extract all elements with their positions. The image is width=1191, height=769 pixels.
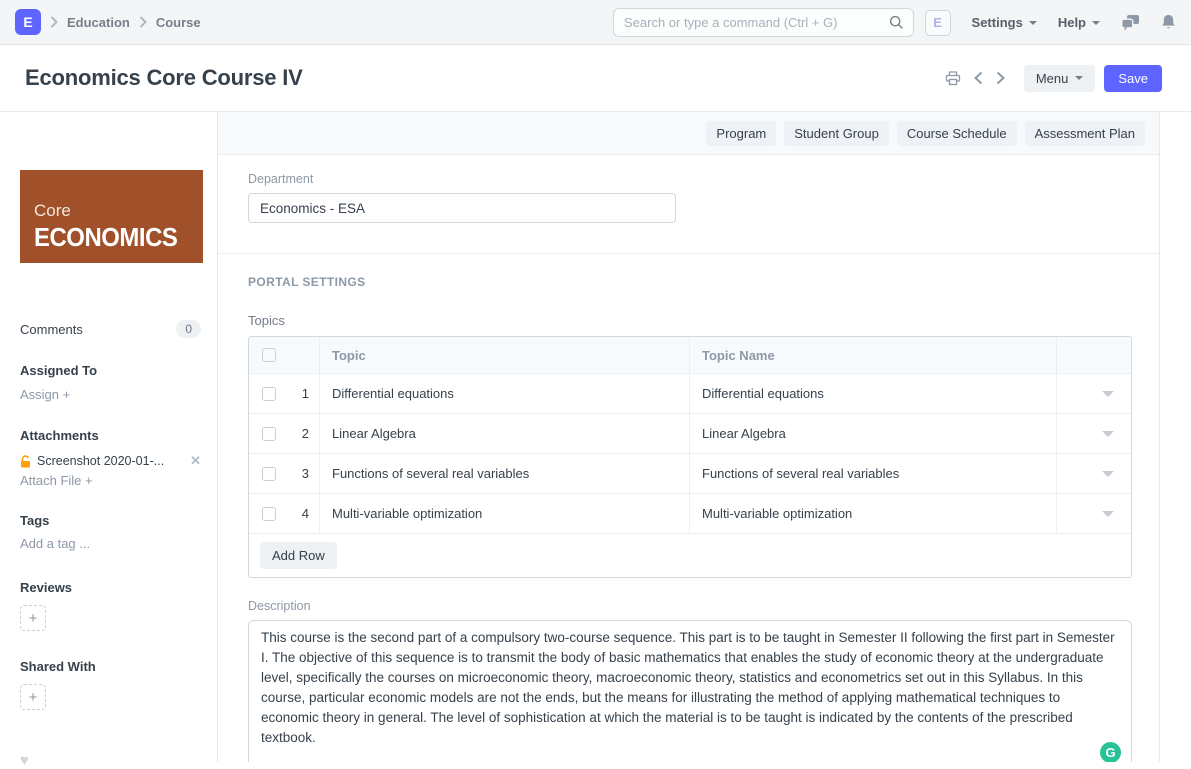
user-avatar[interactable]	[925, 10, 951, 36]
cell-topic-name[interactable]: Multi-variable optimization	[690, 494, 1057, 533]
tab-assessment-plan[interactable]: Assessment Plan	[1025, 121, 1145, 146]
cell-topic[interactable]: Functions of several real variables	[320, 454, 690, 493]
page-head	[0, 45, 1191, 112]
plus-icon: +	[28, 688, 38, 706]
add-review-button[interactable]	[20, 605, 46, 631]
navbar-right	[925, 0, 1176, 45]
menu-button-label: Menu	[1035, 70, 1069, 86]
print-icon[interactable]	[943, 69, 963, 88]
row-index: 1	[301, 386, 309, 401]
app-logo-letter: E	[23, 14, 33, 30]
portal-settings-heading: PORTAL SETTINGS	[248, 275, 366, 289]
department-field[interactable]	[248, 193, 676, 223]
comments-label[interactable]: Comments	[20, 321, 83, 337]
reviews-label: Reviews	[20, 580, 73, 595]
department-label: Department	[248, 172, 314, 186]
course-image-line2: ECONOMICS	[34, 222, 178, 252]
attachment-row	[20, 453, 201, 469]
help-label: Help	[1057, 15, 1086, 30]
add-row-button[interactable]: Add Row	[260, 542, 337, 569]
save-button[interactable]: Save	[1104, 65, 1162, 92]
row-expand-icon[interactable]	[1102, 511, 1114, 517]
assign-button[interactable]: Assign +	[20, 387, 71, 402]
table-row	[249, 414, 1131, 454]
comments-row	[20, 320, 201, 338]
chevron-right-icon	[139, 16, 147, 28]
page-title: Economics Core Course IV	[25, 65, 303, 90]
table-row	[249, 494, 1131, 534]
tab-program[interactable]: Program	[706, 121, 776, 146]
help-menu[interactable]	[1058, 15, 1100, 30]
add-share-button[interactable]	[20, 684, 46, 710]
search-input[interactable]	[614, 15, 889, 30]
row-index: 3	[301, 466, 309, 481]
grid-footer	[249, 534, 1131, 577]
user-avatar-letter: E	[933, 15, 942, 30]
cell-topic-name[interactable]: Functions of several real variables	[690, 454, 1057, 493]
chevron-down-icon	[1029, 21, 1037, 25]
like-heart-icon[interactable]: ♥	[20, 752, 29, 769]
global-search	[613, 8, 914, 37]
select-all-checkbox[interactable]	[262, 348, 276, 362]
row-expand-icon[interactable]	[1102, 471, 1114, 477]
row-checkbox[interactable]	[262, 387, 276, 401]
table-row	[249, 454, 1131, 494]
chat-icon[interactable]	[1121, 15, 1140, 31]
chevron-down-icon	[1075, 76, 1083, 80]
notifications-bell-icon[interactable]	[1161, 14, 1176, 31]
description-label: Description	[248, 599, 311, 613]
tags-label: Tags	[20, 513, 50, 528]
course-image[interactable]	[20, 170, 203, 263]
cell-topic-name[interactable]: Differential equations	[690, 374, 1057, 413]
attachments-label: Attachments	[20, 428, 99, 443]
topics-grid	[248, 336, 1132, 578]
breadcrumb-education[interactable]: Education	[67, 14, 130, 30]
unlock-icon[interactable]	[20, 455, 31, 468]
comments-count-badge[interactable]: 0	[176, 320, 201, 338]
cell-topic[interactable]: Differential equations	[320, 374, 690, 413]
row-index: 2	[301, 426, 309, 441]
add-tag-input[interactable]: Add a tag ...	[20, 536, 91, 551]
chevron-right-icon	[50, 16, 58, 28]
settings-menu[interactable]	[972, 15, 1037, 30]
grid-header-row	[249, 337, 1131, 374]
page-actions	[943, 65, 1162, 92]
table-row	[249, 374, 1131, 414]
row-checkbox[interactable]	[262, 467, 276, 481]
description-text: This course is the second part of a compulsory two-course sequence. This part is to be taught in Semester II following the first part in Semester I. The objective of this sequence is to transmit the body of basic mathematics that enables the study of economic theory at the undergraduate level, specifically the courses on microeconomic theory, macroeconomic theory, statistics and econometrics set out in this Syllabus. In this course, particular economic models are not the ends, but the means for illustrating the method of applying mathematical techniques to economic theory in general. The level of sophistication at which the material is to be taught is indicated by the contents of the prescribed textbook.	[261, 630, 1115, 745]
portal-settings-section	[218, 254, 1159, 762]
cell-topic[interactable]: Multi-variable optimization	[320, 494, 690, 533]
tab-course-schedule[interactable]: Course Schedule	[897, 121, 1017, 146]
grammarly-letter: G	[1105, 744, 1116, 760]
search-icon[interactable]	[889, 15, 904, 30]
connections-bar	[218, 112, 1159, 155]
row-checkbox[interactable]	[262, 427, 276, 441]
details-section	[218, 155, 1159, 254]
plus-icon: +	[28, 609, 38, 627]
tab-student-group[interactable]: Student Group	[784, 121, 889, 146]
cell-topic-name[interactable]: Linear Algebra	[690, 414, 1057, 453]
row-checkbox[interactable]	[262, 507, 276, 521]
form-sidebar	[0, 112, 218, 769]
attach-file-button[interactable]: Attach File +	[20, 473, 93, 488]
column-header-topic: Topic	[320, 337, 690, 373]
remove-attachment-icon[interactable]: ✕	[190, 453, 201, 468]
app-logo[interactable]	[15, 9, 41, 35]
description-field[interactable]	[248, 620, 1132, 762]
course-image-line1: Core	[34, 201, 71, 220]
row-index: 4	[301, 506, 309, 521]
row-expand-icon[interactable]	[1102, 391, 1114, 397]
chevron-down-icon	[1092, 21, 1100, 25]
attachment-file-link[interactable]: Screenshot 2020-01-...	[37, 454, 165, 468]
cell-topic[interactable]: Linear Algebra	[320, 414, 690, 453]
settings-label: Settings	[971, 15, 1023, 30]
form-body	[218, 112, 1160, 762]
prev-record-icon[interactable]	[972, 69, 985, 87]
navbar	[0, 0, 1191, 45]
grammarly-icon[interactable]	[1100, 742, 1121, 762]
next-record-icon[interactable]	[994, 69, 1007, 87]
shared-with-label: Shared With	[20, 659, 96, 674]
assigned-to-label: Assigned To	[20, 363, 98, 378]
topics-label: Topics	[248, 313, 285, 328]
breadcrumb-course[interactable]: Course	[155, 14, 201, 30]
column-header-topic-name: Topic Name	[690, 337, 1057, 373]
row-expand-icon[interactable]	[1102, 431, 1114, 437]
menu-button[interactable]	[1024, 65, 1096, 92]
